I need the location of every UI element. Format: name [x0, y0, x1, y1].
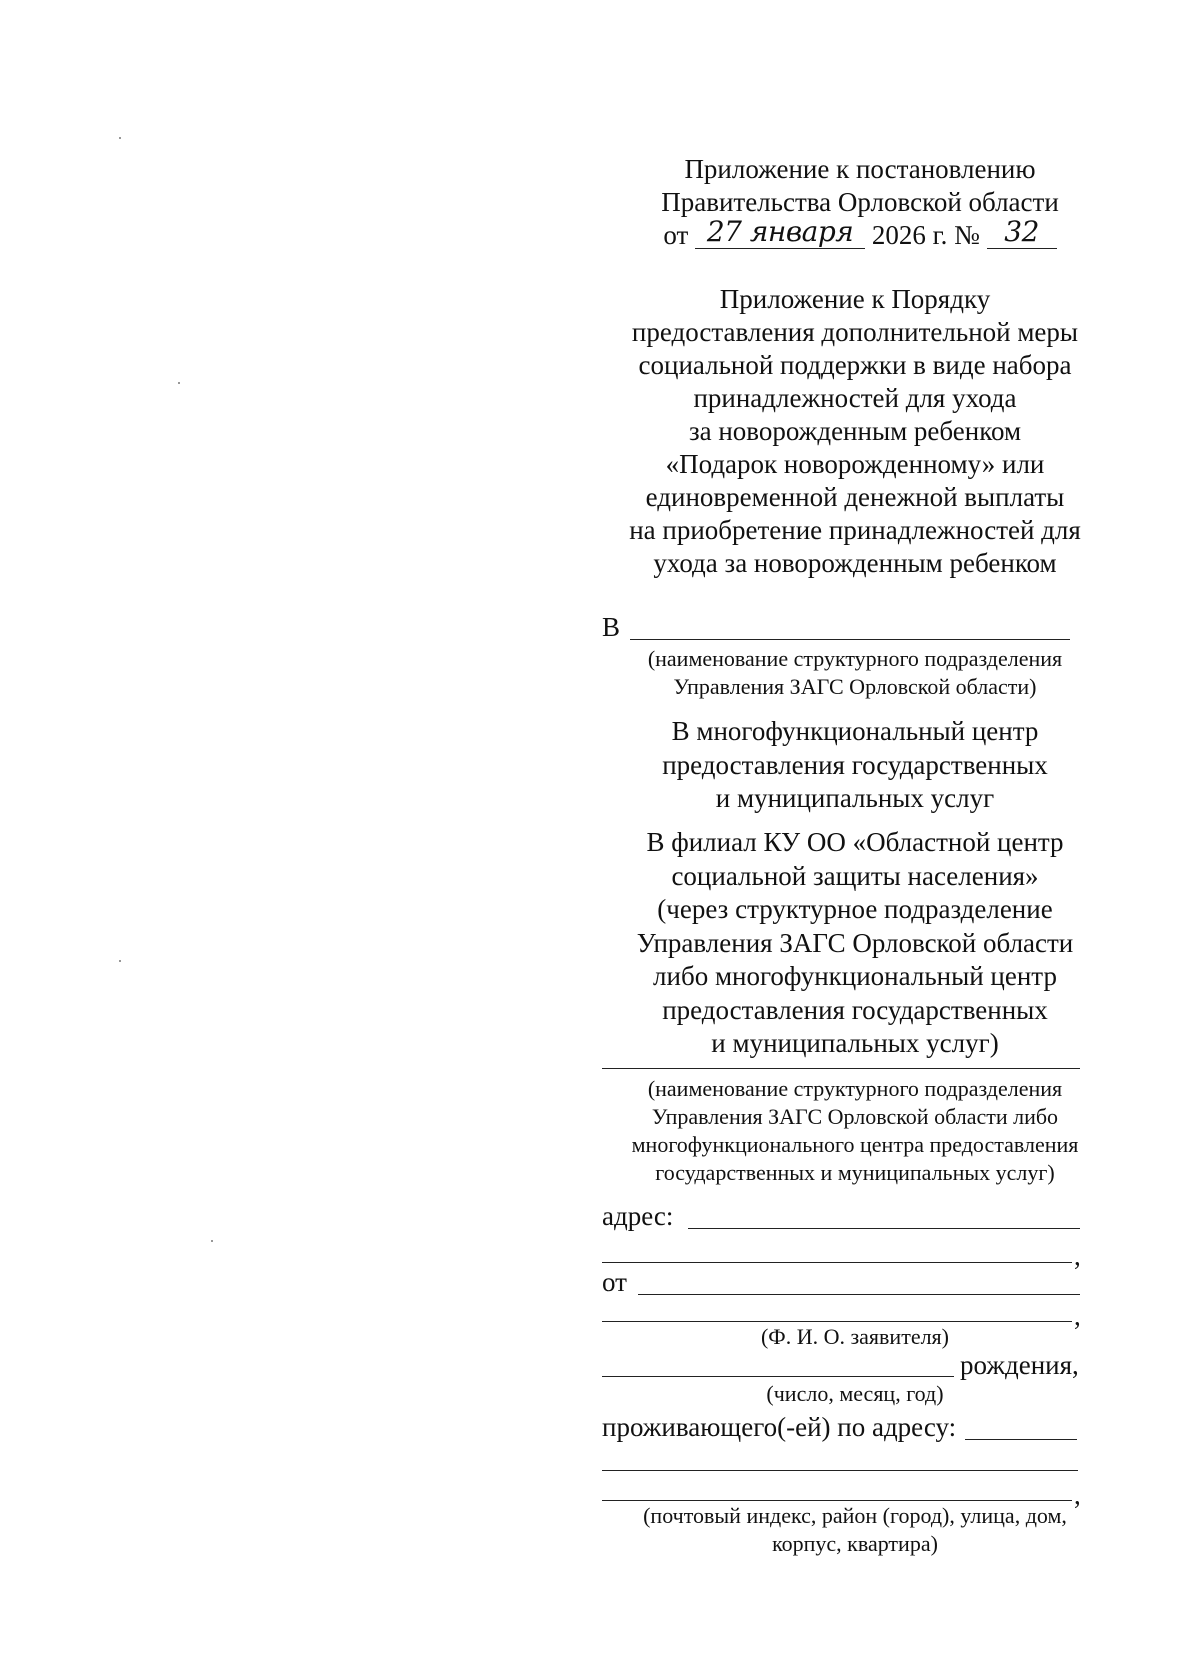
address-fill-line-1: [688, 1228, 1080, 1229]
scan-speck: [178, 382, 180, 384]
residence-comma: ,: [1074, 1480, 1081, 1510]
year-text: 2026 г. №: [871, 220, 980, 250]
address-comma: ,: [1074, 1241, 1081, 1271]
branch-line: либо многофункциональный центр: [653, 961, 1057, 991]
from-comma: ,: [1074, 1301, 1081, 1331]
scan-speck: [119, 137, 121, 139]
header-line-2: Правительства Орловской области: [661, 187, 1059, 217]
fio-caption: (Ф. И. О. заявителя): [760, 1324, 950, 1349]
appendix-line: Приложение к Порядку: [719, 284, 991, 314]
date-prefix: от: [663, 220, 689, 250]
to-fill-line: [630, 639, 1070, 640]
address-fill-line-2: [602, 1262, 1072, 1263]
branch-line: (через структурное подразделение: [657, 894, 1053, 924]
appendix-line: за новорожденным ребенком: [688, 416, 1022, 446]
residence-caption: (почтовый индекс, район (город), улица, дом, корпус, квартира): [643, 1503, 1067, 1556]
branch-line: Управления ЗАГС Орловской области: [636, 927, 1074, 958]
mfc-line: и муниципальных услуг: [715, 783, 995, 813]
appendix-line: социальной поддержки в виде набора: [638, 350, 1072, 380]
branch-line: социальной защиты населения»: [671, 860, 1039, 891]
handwritten-number: 32: [987, 222, 1057, 249]
residence-fill-line-1: [965, 1439, 1077, 1440]
to-caption: (наименование структурного подразделения Управления ЗАГС Орловской области): [647, 646, 1063, 699]
birth-fill-line: [602, 1376, 954, 1377]
mfc-line: предоставления государственных: [662, 749, 1048, 780]
scan-speck: [211, 1240, 213, 1242]
from-fill-line-1: [638, 1294, 1080, 1295]
header-line-1: Приложение к постановлению: [684, 154, 1036, 184]
to-prefix: В: [602, 612, 621, 642]
appendix-line: ухода за новорожденным ребенком: [653, 548, 1057, 578]
scan-speck: [119, 960, 121, 962]
branch-block: [605, 826, 1105, 1061]
branch-line: предоставления государственных: [662, 994, 1048, 1025]
birth-suffix: рождения,: [960, 1350, 1079, 1380]
birth-caption: (число, месяц, год): [766, 1381, 944, 1406]
address-label: адрес:: [602, 1201, 674, 1231]
branch-line: и муниципальных услуг): [711, 1028, 999, 1058]
branch-fill-line: [602, 1068, 1080, 1069]
residence-fill-line-2: [602, 1470, 1078, 1471]
from-fill-line-2: [602, 1321, 1072, 1322]
appendix-line: «Подарок новорожденному» или: [665, 449, 1045, 479]
header-date-line: [640, 215, 1080, 252]
handwritten-date: 27 января: [695, 222, 865, 249]
residence-fill-line-3: [602, 1500, 1072, 1501]
residence-label: проживающего(-ей) по адресу:: [602, 1412, 957, 1442]
resolution-header: [640, 153, 1080, 252]
appendix-line: на приобретение принадлежностей для: [629, 515, 1081, 545]
appendix-title-block: [605, 283, 1105, 580]
branch-caption: (наименование структурного подразделения Управления ЗАГС Орловской области либо многофункционального центра предоставления государственных и муниципальных услуг): [631, 1076, 1079, 1185]
appendix-line: единовременной денежной выплаты: [645, 482, 1065, 512]
mfc-line: В многофункциональный центр: [671, 716, 1039, 746]
from-label: от: [602, 1267, 627, 1297]
branch-line: В филиал КУ ОО «Областной центр: [646, 827, 1064, 857]
appendix-line: предоставления дополнительной меры: [631, 317, 1079, 347]
appendix-line: принадлежностей для ухода: [693, 383, 1017, 413]
mfc-block: [605, 715, 1105, 816]
